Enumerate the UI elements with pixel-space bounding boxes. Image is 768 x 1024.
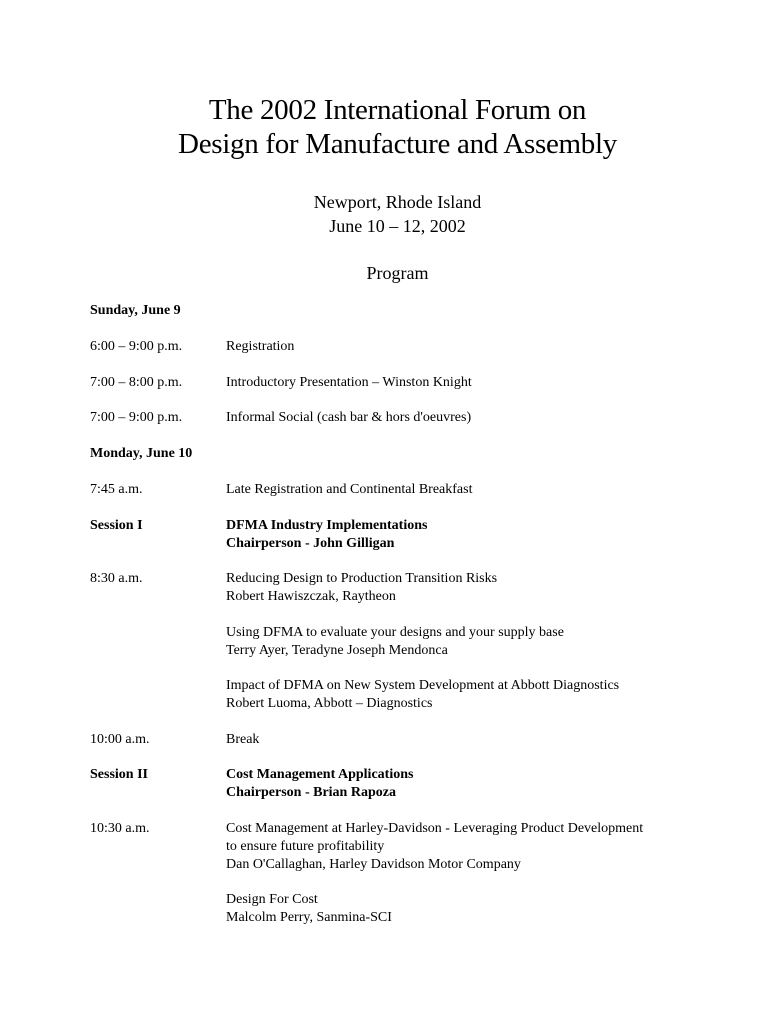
talk-title: Reducing Design to Production Transition Risks [226,571,498,586]
location-place: Newport, Rhode Island [313,192,482,212]
talk-title: Impact of DFMA on New System Development at Abbott Diagnostics [226,678,620,693]
talk-title: Design For Cost [226,892,318,907]
session-chair: Chairperson - Brian Rapoza [226,785,396,800]
talk-speaker: Robert Hawiszczak, Raytheon [226,589,396,604]
session-title: Cost Management Applications [226,767,414,782]
talk-speaker: Malcolm Perry, Sanmina-SCI [226,910,392,925]
talk-speaker: Dan O'Callaghan, Harley Davidson Motor Company [226,857,521,872]
program-heading: Program [366,263,429,283]
schedule-time: 7:00 – 9:00 p.m. [90,410,183,425]
talk-info [226,624,736,660]
talk-time: 8:30 a.m. [90,571,143,586]
location-dates: June 10 – 12, 2002 [329,216,466,236]
title-line-1: The 2002 International Forum on [208,94,587,126]
schedule-time: 7:45 a.m. [90,482,143,497]
day-heading-monday: Monday, June 10 [90,446,193,461]
talk-speaker: Robert Luoma, Abbott – Diagnostics [226,696,433,711]
talk-title-cont: to ensure future profitability [226,839,385,854]
schedule-desc: Break [226,732,260,747]
session-chair: Chairperson - John Gilligan [226,536,395,551]
talk-title: Cost Management at Harley-Davidson - Leveraging Product Development [226,821,644,836]
talk-time: 10:30 a.m. [90,821,150,836]
schedule-desc: Late Registration and Continental Breakfast [226,482,473,497]
session-label: Session II [90,767,148,782]
talk-info [226,891,736,927]
day-heading-sunday: Sunday, June 9 [90,303,181,318]
schedule-desc: Informal Social (cash bar & hors d'oeuvres) [226,410,472,425]
document-title [0,93,768,161]
session-label: Session I [90,518,143,533]
session-title: DFMA Industry Implementations [226,518,428,533]
schedule-time: 10:00 a.m. [90,732,150,747]
schedule-time: 6:00 – 9:00 p.m. [90,339,183,354]
schedule-desc: Registration [226,339,295,354]
event-location [0,190,768,238]
talk-speaker: Terry Ayer, Teradyne Joseph Mendonca [226,643,448,658]
talk-info [226,570,736,606]
session-info [226,766,736,802]
talk-info [226,820,736,874]
schedule-desc: Introductory Presentation – Winston Knight [226,375,472,390]
session-info [226,517,736,553]
talk-title: Using DFMA to evaluate your designs and your supply base [226,625,564,640]
talk-info [226,677,736,713]
schedule-time: 7:00 – 8:00 p.m. [90,375,183,390]
title-line-2: Design for Manufacture and Assembly [178,128,617,160]
